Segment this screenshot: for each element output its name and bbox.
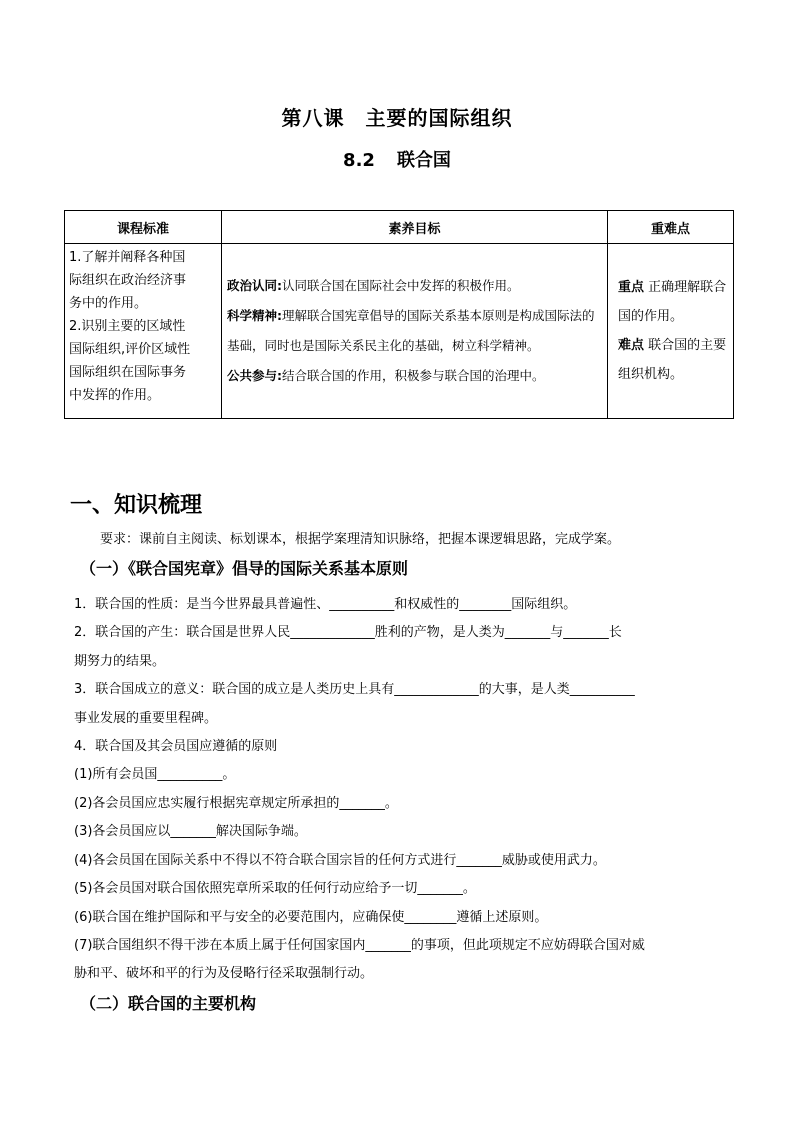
goal-label: 公共参与: — [227, 368, 282, 383]
standards-cell — [65, 244, 222, 419]
fill-in-line: 3．联合国成立的意义：联合国的成立是人类历史上具有_____________的大事，是人类__________ — [74, 682, 635, 697]
difficult-point-text: 联合国的主要组织机构。 — [618, 338, 727, 382]
fill-in-line: 2．联合国的产生：联合国是世界人民_____________胜利的产物，是人类为_______与_______长 — [74, 625, 622, 640]
header-key-points: 重难点 — [608, 211, 734, 244]
goal-participation — [227, 361, 602, 391]
header-standards: 课程标准 — [65, 211, 222, 244]
standard-line: 际组织在政治经济事 — [69, 273, 187, 288]
fill-in-line: (1)所有会员国__________。 — [74, 767, 236, 782]
goal-science — [227, 301, 602, 361]
difficult-point-label: 难点 — [618, 338, 645, 353]
standard-line: 务中的作用。 — [69, 296, 148, 311]
subtitle-text: 联合国 — [396, 150, 451, 171]
section-subtitle — [0, 146, 794, 172]
fill-in-line: 4．联合国及其会员国应遵循的原则 — [74, 739, 278, 754]
table-body-row — [65, 244, 734, 419]
goal-text: 认同联合国在国际社会中发挥的积极作用。 — [282, 278, 520, 293]
table-header-row — [65, 211, 734, 244]
section-heading: 一、知识梳理 — [70, 493, 203, 518]
fill-in-line: (6)联合国在维护国际和平与安全的必要范围内，应确保使________遵循上述原则。 — [74, 910, 548, 925]
standard-line: 中发挥的作用。 — [69, 388, 161, 403]
requirement-text: 要求：课前自主阅读、标划课本，根据学案理清知识脉络，把握本课逻辑思路，完成学案。 — [100, 532, 621, 547]
key-point-label: 重点 — [618, 280, 645, 295]
subsection-heading-principles: （一）《联合国宪章》倡导的国际关系基本原则 — [80, 559, 409, 578]
difficult-point — [618, 331, 729, 389]
standard-line: 国际组织在国际事务 — [69, 365, 187, 380]
lesson-title: 第八课 主要的国际组织 — [281, 106, 513, 130]
goal-political — [227, 271, 602, 301]
fill-in-line: 胁和平、破坏和平的行为及侵略行径采取强制行动。 — [74, 966, 374, 981]
fill-in-line: (4)各会员国在国际关系中不得以不符合联合国宗旨的任何方式进行_______威胁或使用武力。 — [74, 853, 606, 868]
key-point-text: 正确理解联合国的作用。 — [618, 280, 727, 324]
standard-line: 国际组织,评价区域性 — [69, 342, 191, 357]
fill-in-line: 1．联合国的性质：是当今世界最具普遍性、__________和权威性的________国际组织。 — [74, 597, 577, 612]
goals-cell — [222, 244, 608, 419]
curriculum-table — [64, 210, 734, 419]
fill-in-line: 期努力的结果。 — [74, 654, 166, 669]
key-point — [618, 273, 729, 331]
goal-label: 科学精神: — [227, 308, 282, 323]
standard-line: 1.了解并阐释各种国 — [69, 250, 186, 265]
standard-line: 2.识别主要的区域性 — [69, 319, 186, 334]
subtitle-number: 8.2 — [343, 150, 375, 171]
fill-in-line: 事业发展的重要里程碑。 — [74, 711, 218, 726]
goal-text: 理解联合国宪章倡导的国际关系基本原则是构成国际法的基础，同时也是国际关系民主化的基础，树立科学精神。 — [227, 308, 595, 353]
goal-label: 政治认同: — [227, 278, 282, 293]
fill-in-line: (2)各会员国应忠实履行根据宪章规定所承担的_______。 — [74, 796, 398, 811]
fill-in-line: (3)各会员国应以_______解决国际争端。 — [74, 824, 307, 839]
fill-in-line: (7)联合国组织不得干涉在本质上属于任何国家国内_______的事项，但此项规定不应妨碍联合国对威 — [74, 938, 645, 953]
goal-text: 结合联合国的作用，积极参与联合国的治理中。 — [282, 368, 545, 383]
subsection-heading-organs: （二）联合国的主要机构 — [80, 994, 257, 1013]
header-goals: 素养目标 — [222, 211, 608, 244]
key-points-cell — [608, 244, 734, 419]
fill-in-line: (5)各会员国对联合国依照宪章所采取的任何行动应给予一切_______。 — [74, 881, 476, 896]
